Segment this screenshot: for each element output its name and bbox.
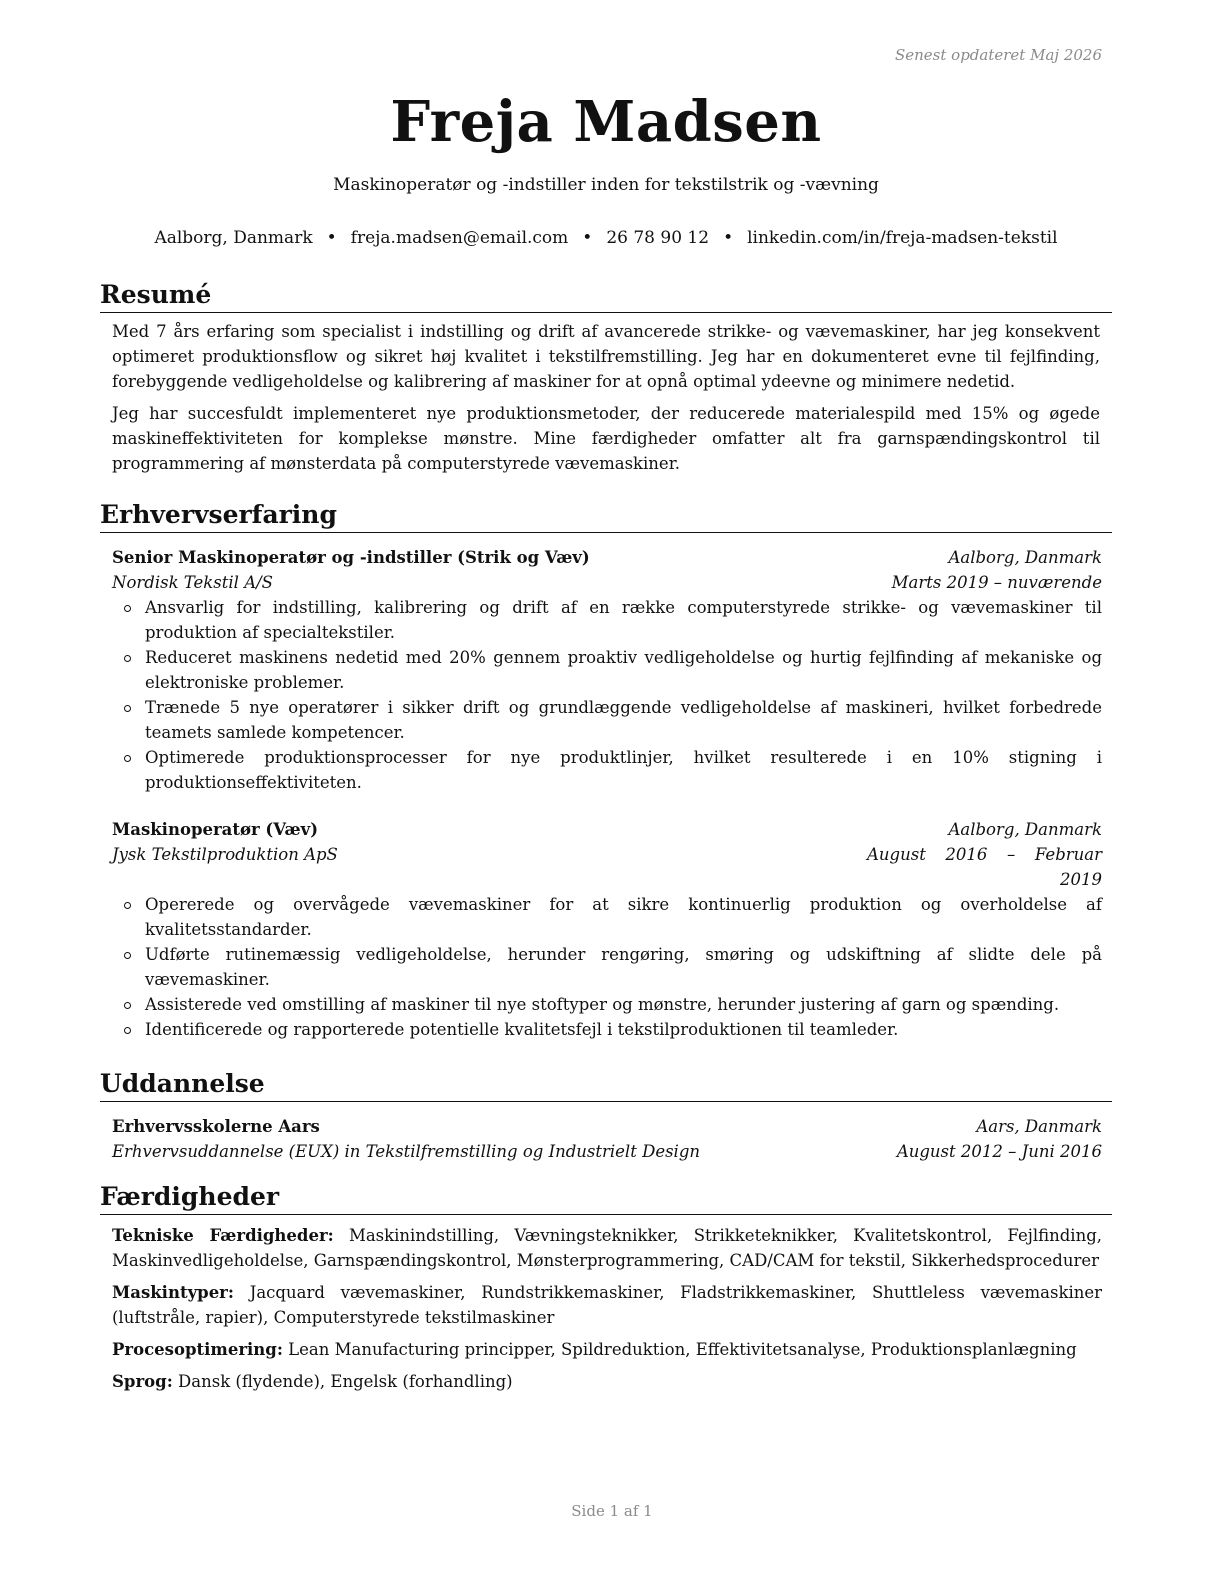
summary-paragraph: Jeg har succesfuldt implementeret nye produktionsmetoder, der reducerede materialespild med 15% og øgede maskineffektiviteten for komplekse mønstre. Mine færdigheder omfatter alt fra garnspændingskontrol til programmering af mønsterdata på computerstyrede vævemaskiner. <box>112 404 1100 473</box>
list-item: Identificerede og rapporterede potentielle kvalitetsfejl i tekstilproduktionen til teamleder. <box>112 1017 1102 1042</box>
education-header-row <box>112 1114 1102 1139</box>
contact-email[interactable]: freja.madsen@email.com <box>350 228 569 248</box>
contact-phone[interactable]: 26 78 90 12 <box>606 228 710 248</box>
education-dates: August 2012 – Juni 2016 <box>896 1142 1102 1161</box>
job-title: Senior Maskinoperatør og -indstiller (Strik og Væv) <box>112 548 590 567</box>
skill-row <box>112 1223 1102 1273</box>
section-heading-skills: Færdigheder <box>100 1182 1112 1215</box>
job-subheader-row <box>112 842 1102 892</box>
list-item: Udførte rutinemæssig vedligeholdelse, herunder rengøring, smøring og udskiftning af slidte dele på vævemaskiner. <box>112 942 1102 992</box>
contact-separator: • <box>723 228 734 248</box>
skill-row <box>112 1337 1102 1362</box>
job-bullets <box>112 892 1102 1042</box>
summary-section <box>100 280 1112 483</box>
summary-paragraph: Med 7 års erfaring som specialist i indstilling og drift af avancerede strikke- og vævemaskiner, har jeg konsekvent optimeret produktionsflow og sikret høj kvalitet i tekstilfremstilling. Jeg har en dokumenteret evne til fejlfinding, forebyggende vedligeholdelse og kalibrering af maskiner for at opnå optimal ydeevne og minimere nedetid. <box>112 322 1100 391</box>
contact-separator: • <box>582 228 593 248</box>
job-entry <box>112 817 1102 1042</box>
skill-text: Dansk (flydende), Engelsk (forhandling) <box>178 1372 513 1391</box>
school-name: Erhvervsskolerne Aars <box>112 1117 320 1136</box>
list-item: Ansvarlig for indstilling, kalibrering og drift af en række computerstyrede strikke- og vævemaskiner til produktion af specialtekstiler. <box>112 595 1102 645</box>
skill-label: Sprog: <box>112 1372 173 1391</box>
job-bullets <box>112 595 1102 795</box>
contact-location: Aalborg, Danmark <box>154 228 313 248</box>
experience-section <box>100 500 1112 1042</box>
candidate-name: Freja Madsen <box>390 89 822 155</box>
skill-label: Tekniske Færdigheder: <box>112 1226 334 1245</box>
skills-section <box>100 1182 1112 1401</box>
contact-separator: • <box>326 228 337 248</box>
contact-linkedin[interactable]: linkedin.com/in/freja-madsen-tekstil <box>747 228 1058 248</box>
education-section <box>100 1069 1112 1164</box>
skill-text: Jacquard vævemaskiner, Rundstrikkemaskiner, Fladstrikkemaskiner, Shuttleless vævemaskiner (luftstråle, rapier), Computerstyrede tekstilmaskiner <box>112 1283 1102 1327</box>
section-heading-education: Uddannelse <box>100 1069 1112 1102</box>
skill-label: Procesoptimering: <box>112 1340 283 1359</box>
job-location: Aalborg, Danmark <box>948 820 1102 839</box>
skills-body <box>112 1223 1102 1394</box>
job-header-row <box>112 817 1102 842</box>
skill-text: Lean Manufacturing principper, Spildreduktion, Effektivitetsanalyse, Produktionsplanlægning <box>288 1340 1077 1359</box>
list-item: Optimerede produktionsprocesser for nye produktlinjer, hvilket resulterede i en 10% stigning i produktionseffektiviteten. <box>112 745 1102 795</box>
skill-text: Maskinindstilling, Vævningsteknikker, Strikketeknikker, Kvalitetskontrol, Fejlfinding, Maskinvedligeholdelse, Garnspændingskontrol, Mønsterprogrammering, CAD/CAM for tekstil, Sikkerhedsprocedurer <box>112 1226 1103 1270</box>
contact-line <box>100 228 1112 248</box>
last-updated: Senest opdateret Maj 2026 <box>894 46 1102 64</box>
page-number: Side 1 af 1 <box>571 1502 653 1520</box>
job-location: Aalborg, Danmark <box>948 548 1102 567</box>
job-subheader-row <box>112 570 1102 595</box>
skill-label: Maskintyper: <box>112 1283 234 1302</box>
summary-body <box>112 319 1100 476</box>
list-item: Reduceret maskinens nedetid med 20% gennem proaktiv vedligeholdelse og hurtig fejlfinding af mekaniske og elektroniske problemer. <box>112 645 1102 695</box>
job-header-row <box>112 545 1102 570</box>
section-heading-experience: Erhvervserfaring <box>100 500 1112 533</box>
degree-name: Erhvervsuddannelse (EUX) in Tekstilfremstilling og Industrielt Design <box>112 1142 701 1161</box>
job-title: Maskinoperatør (Væv) <box>112 820 319 839</box>
list-item: Opererede og overvågede vævemaskiner for at sikre kontinuerlig produktion og overholdelse af kvalitetsstandarder. <box>112 892 1102 942</box>
job-company: Nordisk Tekstil A/S <box>112 573 273 592</box>
candidate-subtitle: Maskinoperatør og -indstiller inden for tekstilstrik og -vævning <box>333 175 879 195</box>
job-dates: August 2016 – Februar 2019 <box>867 845 1102 889</box>
list-item: Trænede 5 nye operatører i sikker drift og grundlæggende vedligeholdelse af maskineri, hvilket forbedrede teamets samlede kompetencer. <box>112 695 1102 745</box>
skill-row <box>112 1280 1102 1330</box>
job-entry <box>112 545 1102 795</box>
education-entry <box>112 1114 1102 1164</box>
job-dates: Marts 2019 – nuværende <box>891 573 1102 592</box>
list-item: Assisterede ved omstilling af maskiner til nye stoftyper og mønstre, herunder justering af garn og spænding. <box>112 992 1102 1017</box>
skill-row <box>112 1369 1102 1394</box>
job-company: Jysk Tekstilproduktion ApS <box>112 845 338 864</box>
education-subheader-row <box>112 1139 1102 1164</box>
section-heading-summary: Resumé <box>100 280 1112 313</box>
school-location: Aars, Danmark <box>976 1117 1102 1136</box>
